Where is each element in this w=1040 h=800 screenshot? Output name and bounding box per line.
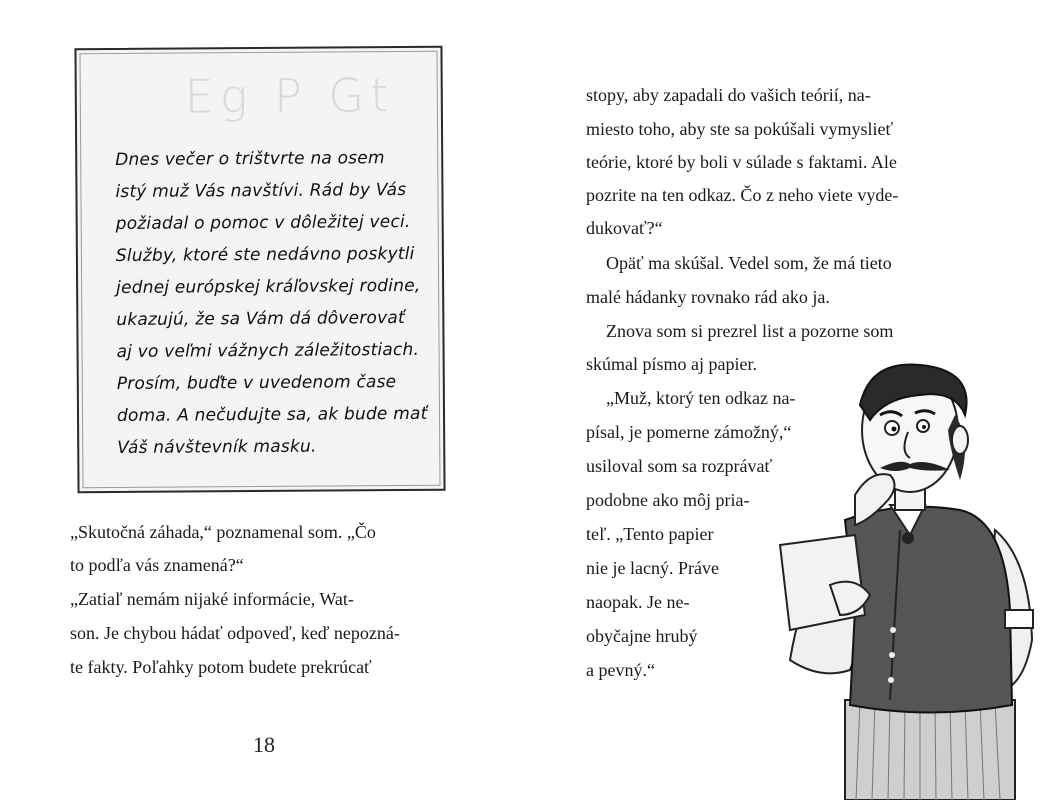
body-text-line: miesto toho, aby ste sa pokúšali vymyslieť	[586, 119, 894, 139]
detective-illustration	[760, 360, 1040, 800]
body-text-line: a pevný.“	[586, 660, 655, 680]
letter-line: aj vo veľmi vážnych záležitostiach.	[116, 339, 420, 363]
body-text-line: písal, je pomerne zámožný,“	[586, 422, 792, 442]
body-text-line: „Skutočná záhada,“ poznamenal som. „Čo	[70, 522, 376, 542]
body-text-line: malé hádanky rovnako rád ako ja.	[586, 287, 830, 307]
body-text-line: pozrite na ten odkaz. Čo z neho viete vyde-	[586, 185, 899, 205]
body-text-line: teórie, ktoré by boli v súlade s faktami. Ale	[586, 152, 897, 172]
body-text-line: Znova som si prezrel list a pozorne som	[606, 321, 894, 341]
body-text-line: naopak. Je ne-	[586, 592, 690, 612]
trousers-illustration	[845, 700, 1015, 800]
letter-line: istý muž Vás navštívi. Rád by Vás	[115, 179, 407, 203]
body-text-line: teľ. „Tento papier	[586, 524, 714, 544]
page-number: 18	[253, 732, 275, 757]
letter-card	[74, 46, 445, 494]
letter-line: Prosím, buďte v uvedenom čase	[116, 372, 397, 395]
letter-line: Služby, ktoré ste nedávno poskytli	[115, 243, 415, 267]
body-text-line: Opäť ma skúšal. Vedel som, že má tieto	[606, 253, 892, 273]
body-text-line: stopy, aby zapadali do vašich teórií, na-	[586, 85, 871, 105]
letter-line: Dnes večer o trištvrte na osem	[115, 148, 385, 171]
letter-line: doma. A nečudujte sa, ak bude mať	[116, 403, 428, 427]
body-text-line: to podľa vás znamená?“	[70, 555, 244, 575]
body-text-line: usiloval som sa rozprávať	[586, 456, 773, 476]
body-text-line: skúmal písmo aj papier.	[586, 354, 757, 374]
body-text-line: „Zatiaľ nemám nijaké informácie, Wat-	[70, 589, 354, 609]
letter-line: Váš návštevník masku.	[117, 436, 317, 459]
body-text-line: podobne ako môj pria-	[586, 490, 750, 510]
body-text-line: obyčajne hrubý	[586, 626, 698, 646]
letter-header-marks: Eg P Gt	[184, 68, 395, 124]
body-text-line: nie je lacný. Práve	[586, 558, 719, 578]
letter-line: jednej európskej kráľovskej rodine,	[116, 275, 421, 299]
body-text-line: „Muž, ktorý ten odkaz na-	[606, 388, 796, 408]
body-text-line: dukovať?“	[586, 218, 663, 238]
body-text-line: son. Je chybou hádať odpoveď, keď nepozná-	[70, 623, 400, 643]
vest-illustration	[845, 507, 1012, 713]
body-text-line: te fakty. Poľahky potom budete prekrúcať	[70, 657, 372, 677]
letter-line: ukazujú, že sa Vám dá dôverovať	[116, 307, 405, 331]
letter-line: požiadal o pomoc v dôležitej veci.	[115, 211, 411, 235]
